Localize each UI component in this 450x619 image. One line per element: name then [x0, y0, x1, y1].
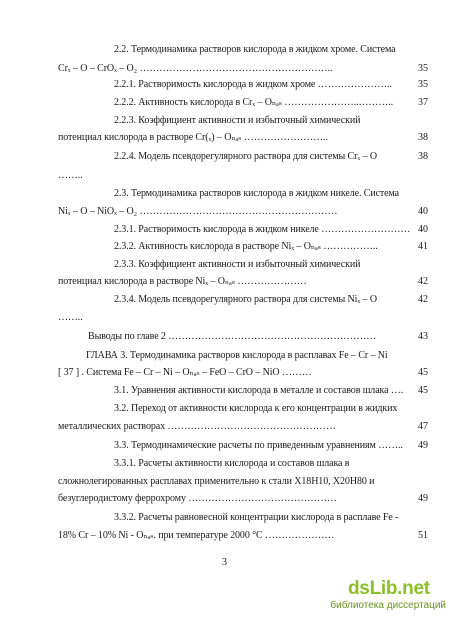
toc-entry: безуглеродистому феррохрому ……………………………………… [58, 493, 337, 504]
toc-page-number: 35 [418, 79, 428, 90]
toc-entry: …….. [58, 312, 83, 323]
toc-page-number: 38 [418, 151, 428, 162]
toc-page-number: 51 [418, 530, 428, 541]
toc-page-number: 42 [418, 276, 428, 287]
toc-entry: 2.2.4. Модель псевдорегулярного раствора для системы Crₓ – O [114, 151, 377, 162]
toc-entry: сложнолегированных расплавах применительно к стали Х18Н10, Х20Н80 и [58, 476, 375, 487]
toc-entry: Crₓ – O – CrOₓ – O₂ ………………………………………………….. [58, 63, 333, 74]
toc-page-number: 43 [418, 331, 428, 342]
toc-entry: потенциал кислорода в растворе Niₓ – Oₙₐₛ ………………… [58, 276, 307, 287]
toc-entry: Niₓ – O – NiOₓ – O₂ …………………………………………………… [58, 206, 338, 217]
toc-entry: 2.2. Термодинамика растворов кислорода в жидком хроме. Система [114, 44, 396, 55]
toc-entry: 2.3. Термодинамика растворов кислорода в жидком никеле. Система [114, 188, 400, 199]
toc-page-number: 40 [418, 224, 428, 235]
toc-entry: 3.3.1. Расчеты активности кислорода и составов шлака в [114, 458, 350, 469]
page-number: 3 [222, 557, 227, 568]
toc-page-number: 45 [418, 367, 428, 378]
toc-entry: металлических растворах …………………………………………… [58, 421, 336, 432]
toc-page-number: 49 [418, 493, 428, 504]
toc-entry: [ 37 ] . Система Fe – Cr – Ni – Oₙₐₛ – FeO – CrO – NiO ……… [58, 367, 312, 378]
toc-entry: 3.3. Термодинамические расчеты по приведенным уравнениям …….. [114, 440, 403, 451]
toc-entry: …….. [58, 170, 83, 181]
watermark [330, 578, 448, 616]
toc-page-number: 49 [418, 440, 428, 451]
toc-entry: 2.3.2. Активность кислорода в растворе Niₓ – Oₙₐₛ …………….. [114, 241, 378, 252]
toc-entry: 2.3.3. Коэффициент активности и избыточный химический [114, 259, 361, 270]
toc-entry: 3.2. Переход от активности кислорода к его концентрации в жидких [114, 403, 398, 414]
toc-page-number: 41 [418, 241, 428, 252]
toc-entry: 18% Cr – 10% Ni - Oₙₐₛ. при температуре 2000 °C ………………… [58, 530, 335, 541]
watermark-subtitle: библиотека диссертаций [330, 600, 446, 611]
toc-page-number: 40 [418, 206, 428, 217]
toc-entry: 2.3.1. Растворимость кислорода в жидком никеле ……………………… [114, 224, 410, 235]
toc-page-number: 42 [418, 294, 428, 305]
toc-entry: Выводы по главе 2 ……………………………………………………… [88, 331, 377, 342]
toc-entry: 2.2.1. Растворимость кислорода в жидком хроме ………………….. [114, 79, 392, 90]
toc-page-number: 38 [418, 132, 428, 143]
toc-entry: 2.2.2. Активность кислорода в Crₓ – Oₙₐₛ …………………..……….. [114, 97, 394, 108]
toc-entry: 3.3.2. Расчеты равновесной концентрации кислорода в расплаве Fe - [114, 512, 399, 523]
toc-entry: 2.3.4. Модель псевдорегулярного раствора для системы Niₓ – O [114, 294, 377, 305]
toc-page-number: 47 [418, 421, 428, 432]
toc-entry: потенциал кислорода в растворе Cr(ₓ) – Oₙₐₛ …………………….. [58, 132, 328, 143]
toc-entry: 3.1. Уравнения активности кислорода в металле и составов шлака …. [114, 385, 404, 396]
toc-entry: ГЛАВА 3. Термодинамика растворов кислорода в расплавах Fe – Cr – Ni [86, 350, 388, 361]
toc-page-number: 35 [418, 63, 428, 74]
toc-page-number: 45 [418, 385, 428, 396]
toc-page-number: 37 [418, 97, 428, 108]
toc-entry: 2.2.3. Коэффициент активности и избыточный химический [114, 115, 361, 126]
watermark-logo: dsLib.net [348, 578, 430, 599]
